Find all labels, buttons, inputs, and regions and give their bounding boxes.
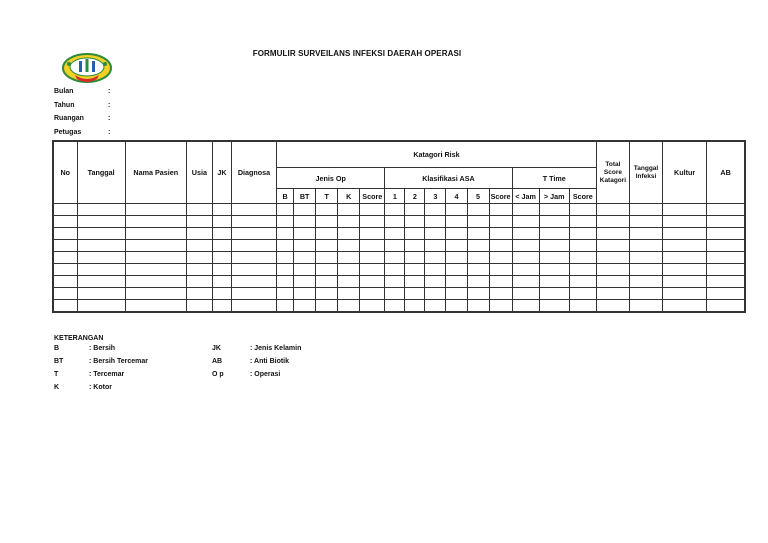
table-cell[interactable]	[446, 228, 467, 240]
table-cell[interactable]	[277, 288, 294, 300]
table-cell[interactable]	[360, 216, 385, 228]
legend-heading: KETERANGAN	[54, 335, 104, 342]
table-cell[interactable]	[539, 276, 569, 288]
table-cell[interactable]	[360, 276, 385, 288]
table-cell[interactable]	[629, 264, 662, 276]
table-cell[interactable]	[316, 276, 338, 288]
table-cell[interactable]	[663, 252, 707, 264]
table-cell[interactable]	[212, 300, 231, 313]
table-cell[interactable]	[663, 300, 707, 313]
table-cell[interactable]	[77, 240, 125, 252]
surveillance-table	[52, 140, 746, 313]
col-asa-4: 4	[446, 189, 467, 204]
col-ttime-score: Score	[569, 189, 596, 204]
table-cell[interactable]	[125, 240, 186, 252]
table-cell[interactable]	[467, 204, 489, 216]
table-cell[interactable]	[425, 204, 446, 216]
table-cell[interactable]	[316, 204, 338, 216]
table-row	[53, 288, 745, 300]
col-jenis-op: Jenis Op	[277, 168, 385, 189]
table-cell[interactable]	[77, 216, 125, 228]
table-cell[interactable]	[53, 300, 77, 313]
table-cell[interactable]	[539, 240, 569, 252]
table-cell[interactable]	[53, 252, 77, 264]
col-no: No	[53, 141, 77, 204]
table-cell[interactable]	[467, 264, 489, 276]
table-row	[53, 276, 745, 288]
table-cell[interactable]	[405, 252, 425, 264]
table-cell[interactable]	[186, 204, 212, 216]
form-title: FORMULIR SURVEILANS INFEKSI DAERAH OPERASI	[252, 49, 462, 58]
table-cell[interactable]	[294, 300, 316, 313]
table-cell[interactable]	[77, 264, 125, 276]
table-cell[interactable]	[53, 228, 77, 240]
table-cell[interactable]	[316, 228, 338, 240]
table-cell[interactable]	[596, 228, 629, 240]
col-tanggal-infeksi: Tanggal Infeksi	[629, 141, 662, 204]
table-cell[interactable]	[316, 288, 338, 300]
table-cell[interactable]	[489, 288, 512, 300]
table-cell[interactable]	[294, 240, 316, 252]
col-kultur: Kultur	[663, 141, 707, 204]
table-cell[interactable]	[663, 204, 707, 216]
table-cell[interactable]	[539, 300, 569, 313]
table-cell[interactable]	[569, 288, 596, 300]
table-cell[interactable]	[385, 288, 405, 300]
table-cell[interactable]	[338, 228, 360, 240]
table-cell[interactable]	[53, 240, 77, 252]
table-cell[interactable]	[569, 252, 596, 264]
table-cell[interactable]	[53, 276, 77, 288]
table-cell[interactable]	[231, 216, 276, 228]
table-cell[interactable]	[294, 252, 316, 264]
table-cell[interactable]	[629, 240, 662, 252]
legend-row: B : Bersih JK : Jenis Kelamin	[54, 345, 302, 352]
table-cell[interactable]	[539, 216, 569, 228]
col-katagori-risk: Katagori Risk	[277, 141, 597, 168]
table-cell[interactable]	[338, 300, 360, 313]
table-cell[interactable]	[125, 216, 186, 228]
table-cell[interactable]	[467, 240, 489, 252]
table-cell[interactable]	[186, 228, 212, 240]
table-cell[interactable]	[186, 300, 212, 313]
table-cell[interactable]	[316, 216, 338, 228]
table-cell[interactable]	[360, 228, 385, 240]
col-total-score: Total Score Katagori	[596, 141, 629, 204]
table-cell[interactable]	[385, 276, 405, 288]
table-row	[53, 216, 745, 228]
table-cell[interactable]	[338, 204, 360, 216]
meta-row-tahun: Tahun :	[54, 101, 111, 109]
table-cell[interactable]	[77, 252, 125, 264]
table-cell[interactable]	[294, 288, 316, 300]
table-cell[interactable]	[125, 252, 186, 264]
col-asa-2: 2	[405, 189, 425, 204]
table-cell[interactable]	[569, 228, 596, 240]
col-jenis-op-bt: BT	[294, 189, 316, 204]
table-cell[interactable]	[360, 264, 385, 276]
table-cell[interactable]	[405, 276, 425, 288]
table-cell[interactable]	[212, 216, 231, 228]
table-cell[interactable]	[446, 300, 467, 313]
table-cell[interactable]	[316, 240, 338, 252]
table-cell[interactable]	[125, 300, 186, 313]
table-cell[interactable]	[425, 264, 446, 276]
table-cell[interactable]	[569, 264, 596, 276]
table-cell[interactable]	[231, 252, 276, 264]
table-cell[interactable]	[277, 228, 294, 240]
meta-row-bulan: Bulan :	[54, 88, 111, 95]
table-cell[interactable]	[663, 264, 707, 276]
table-cell[interactable]	[277, 204, 294, 216]
table-cell[interactable]	[707, 288, 745, 300]
table-cell[interactable]	[316, 252, 338, 264]
table-cell[interactable]	[629, 276, 662, 288]
table-cell[interactable]	[231, 264, 276, 276]
table-cell[interactable]	[231, 300, 276, 313]
table-cell[interactable]	[294, 264, 316, 276]
col-jenis-op-k: K	[338, 189, 360, 204]
table-cell[interactable]	[539, 264, 569, 276]
table-cell[interactable]	[186, 216, 212, 228]
table-cell[interactable]	[539, 204, 569, 216]
col-jk: JK	[212, 141, 231, 204]
table-cell[interactable]	[539, 228, 569, 240]
table-cell[interactable]	[277, 240, 294, 252]
table-cell[interactable]	[360, 300, 385, 313]
table-cell[interactable]	[425, 288, 446, 300]
table-cell[interactable]	[405, 204, 425, 216]
table-cell[interactable]	[338, 252, 360, 264]
table-cell[interactable]	[596, 300, 629, 313]
meta-block	[54, 88, 110, 143]
table-cell[interactable]	[125, 228, 186, 240]
table-cell[interactable]	[596, 240, 629, 252]
table-cell[interactable]	[489, 204, 512, 216]
table-cell[interactable]	[596, 288, 629, 300]
table-cell[interactable]	[489, 252, 512, 264]
table-cell[interactable]	[212, 240, 231, 252]
table-cell[interactable]	[467, 216, 489, 228]
table-row	[53, 228, 745, 240]
col-asa-5: 5	[467, 189, 489, 204]
col-jenis-op-t: T	[316, 189, 338, 204]
table-cell[interactable]	[77, 276, 125, 288]
legend-row: BT : Bersih Tercemar AB : Anti Biotik	[54, 358, 290, 365]
table-cell[interactable]	[186, 264, 212, 276]
table-cell[interactable]	[405, 300, 425, 313]
table-cell[interactable]	[186, 252, 212, 264]
meta-row-ruangan: Ruangan :	[54, 115, 111, 123]
table-cell[interactable]	[629, 204, 662, 216]
table-cell[interactable]	[316, 264, 338, 276]
table-cell[interactable]	[512, 276, 539, 288]
table-cell[interactable]	[707, 252, 745, 264]
table-cell[interactable]	[77, 204, 125, 216]
table-cell[interactable]	[596, 276, 629, 288]
table-cell[interactable]	[663, 288, 707, 300]
col-asa-score: Score	[489, 189, 512, 204]
table-cell[interactable]	[277, 216, 294, 228]
table-cell[interactable]	[569, 216, 596, 228]
table-cell[interactable]	[596, 216, 629, 228]
col-usia: Usia	[186, 141, 212, 204]
table-cell[interactable]	[360, 288, 385, 300]
table-cell[interactable]	[125, 264, 186, 276]
table-cell[interactable]	[53, 264, 77, 276]
col-ttime-less: < Jam	[512, 189, 539, 204]
table-cell[interactable]	[539, 252, 569, 264]
table-cell[interactable]	[629, 216, 662, 228]
table-cell[interactable]	[467, 300, 489, 313]
table-cell[interactable]	[277, 264, 294, 276]
table-cell[interactable]	[385, 264, 405, 276]
table-cell[interactable]	[338, 288, 360, 300]
table-row	[53, 264, 745, 276]
table-cell[interactable]	[277, 300, 294, 313]
meta-row-petugas: Petugas :	[54, 129, 111, 137]
table-cell[interactable]	[385, 216, 405, 228]
table-cell[interactable]	[385, 300, 405, 313]
table-row	[53, 300, 745, 313]
table-cell[interactable]	[707, 300, 745, 313]
table-cell[interactable]	[338, 216, 360, 228]
table-cell[interactable]	[294, 276, 316, 288]
table-cell[interactable]	[186, 288, 212, 300]
table-cell[interactable]	[467, 288, 489, 300]
table-cell[interactable]	[212, 264, 231, 276]
table-cell[interactable]	[294, 228, 316, 240]
col-klasifikasi-asa: Klasifikasi ASA	[385, 168, 512, 189]
col-asa-3: 3	[425, 189, 446, 204]
table-cell[interactable]	[360, 204, 385, 216]
table-cell[interactable]	[707, 264, 745, 276]
table-cell[interactable]	[125, 204, 186, 216]
table-cell[interactable]	[663, 216, 707, 228]
table-row	[53, 240, 745, 252]
table-cell[interactable]	[77, 300, 125, 313]
col-ttime-more: > Jam	[539, 189, 569, 204]
table-cell[interactable]	[569, 240, 596, 252]
table-cell[interactable]	[425, 252, 446, 264]
table-cell[interactable]	[512, 288, 539, 300]
table-cell[interactable]	[596, 264, 629, 276]
table-cell[interactable]	[294, 216, 316, 228]
table-cell[interactable]	[446, 252, 467, 264]
table-cell[interactable]	[446, 264, 467, 276]
col-nama-pasien: Nama Pasien	[125, 141, 186, 204]
col-jenis-op-b: B	[277, 189, 294, 204]
table-cell[interactable]	[231, 240, 276, 252]
table-row	[53, 204, 745, 216]
table-cell[interactable]	[212, 276, 231, 288]
col-jenis-op-score: Score	[360, 189, 385, 204]
table-cell[interactable]	[277, 252, 294, 264]
table-cell[interactable]	[569, 276, 596, 288]
table-cell[interactable]	[489, 276, 512, 288]
table-cell[interactable]	[231, 288, 276, 300]
table-cell[interactable]	[231, 228, 276, 240]
table-cell[interactable]	[360, 252, 385, 264]
table-cell[interactable]	[316, 300, 338, 313]
table-cell[interactable]	[489, 300, 512, 313]
table-cell[interactable]	[338, 276, 360, 288]
table-cell[interactable]	[512, 228, 539, 240]
table-cell[interactable]	[467, 276, 489, 288]
table-cell[interactable]	[707, 204, 745, 216]
table-cell[interactable]	[338, 240, 360, 252]
table-cell[interactable]	[53, 288, 77, 300]
table-cell[interactable]	[405, 216, 425, 228]
table-cell[interactable]	[77, 228, 125, 240]
table-cell[interactable]	[360, 240, 385, 252]
col-t-time: T Time	[512, 168, 596, 189]
legend-row: T : Tercemar O p : Operasi	[54, 371, 281, 378]
table-cell[interactable]	[385, 228, 405, 240]
table-cell[interactable]	[405, 240, 425, 252]
table-cell[interactable]	[446, 240, 467, 252]
table-cell[interactable]	[212, 288, 231, 300]
table-cell[interactable]	[489, 264, 512, 276]
table-cell[interactable]	[405, 228, 425, 240]
table-row	[53, 252, 745, 264]
table-cell[interactable]	[629, 228, 662, 240]
table-cell[interactable]	[539, 288, 569, 300]
table-cell[interactable]	[512, 264, 539, 276]
table-cell[interactable]	[467, 228, 489, 240]
table-cell[interactable]	[125, 288, 186, 300]
table-cell[interactable]	[53, 216, 77, 228]
table-cell[interactable]	[446, 204, 467, 216]
table-cell[interactable]	[385, 252, 405, 264]
table-cell[interactable]	[77, 288, 125, 300]
table-body	[53, 204, 745, 313]
table-cell[interactable]	[231, 276, 276, 288]
table-cell[interactable]	[489, 216, 512, 228]
table-cell[interactable]	[212, 252, 231, 264]
table-cell[interactable]	[512, 204, 539, 216]
table-cell[interactable]	[425, 276, 446, 288]
table-cell[interactable]	[512, 300, 539, 313]
table-cell[interactable]	[212, 204, 231, 216]
table-cell[interactable]	[405, 288, 425, 300]
table-cell[interactable]	[707, 240, 745, 252]
table-cell[interactable]	[186, 240, 212, 252]
table-cell[interactable]	[512, 216, 539, 228]
table-cell[interactable]	[569, 204, 596, 216]
table-cell[interactable]	[663, 228, 707, 240]
table-cell[interactable]	[385, 204, 405, 216]
hospital-logo-icon	[61, 52, 113, 86]
table-cell[interactable]	[512, 240, 539, 252]
table-cell[interactable]	[663, 240, 707, 252]
table-cell[interactable]	[629, 252, 662, 264]
table-cell[interactable]	[446, 288, 467, 300]
table-cell[interactable]	[489, 240, 512, 252]
table-cell[interactable]	[405, 264, 425, 276]
table-cell[interactable]	[467, 252, 489, 264]
table-cell[interactable]	[53, 204, 77, 216]
col-asa-1: 1	[385, 189, 405, 204]
table-cell[interactable]	[425, 216, 446, 228]
table-cell[interactable]	[596, 252, 629, 264]
table-cell[interactable]	[663, 276, 707, 288]
legend-row: K : Kotor	[54, 384, 112, 391]
table-cell[interactable]	[425, 228, 446, 240]
table-cell[interactable]	[446, 216, 467, 228]
col-ab: AB	[707, 141, 745, 204]
col-tanggal: Tanggal	[77, 141, 125, 204]
table-cell[interactable]	[212, 228, 231, 240]
table-cell[interactable]	[277, 276, 294, 288]
table-cell[interactable]	[446, 276, 467, 288]
table-cell[interactable]	[125, 276, 186, 288]
table-cell[interactable]	[385, 240, 405, 252]
table-cell[interactable]	[707, 216, 745, 228]
table-cell[interactable]	[425, 300, 446, 313]
table-cell[interactable]	[629, 288, 662, 300]
table-cell[interactable]	[707, 228, 745, 240]
table-cell[interactable]	[707, 276, 745, 288]
table-cell[interactable]	[629, 300, 662, 313]
table-cell[interactable]	[596, 204, 629, 216]
legend	[54, 335, 301, 397]
table-cell[interactable]	[512, 252, 539, 264]
table-cell[interactable]	[569, 300, 596, 313]
table-cell[interactable]	[294, 204, 316, 216]
table-cell[interactable]	[338, 264, 360, 276]
table-cell[interactable]	[186, 276, 212, 288]
table-cell[interactable]	[425, 240, 446, 252]
table-cell[interactable]	[489, 228, 512, 240]
col-diagnosa: Diagnosa	[231, 141, 276, 204]
table-cell[interactable]	[231, 204, 276, 216]
